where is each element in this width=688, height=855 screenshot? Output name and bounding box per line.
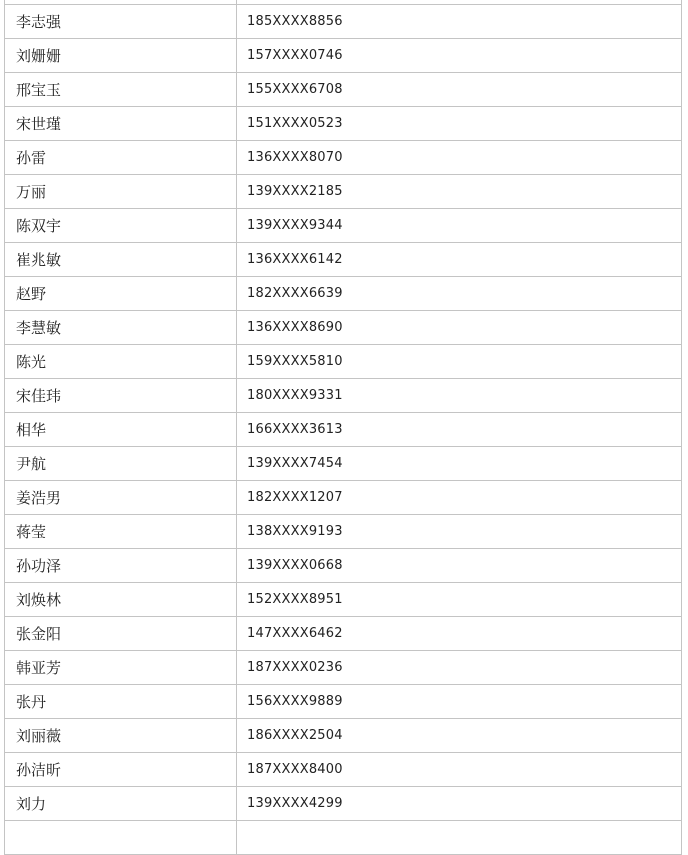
phone-cell: 182XXXX1207	[237, 481, 682, 515]
table-row	[5, 141, 682, 175]
name-cell: 宋世瑾	[5, 107, 237, 141]
name-cell: 李志强	[5, 5, 237, 39]
name-cell: 陈双宇	[5, 209, 237, 243]
table-row	[5, 515, 682, 549]
table-row	[5, 39, 682, 73]
phone-cell: 139XXXX4299	[237, 787, 682, 821]
name-cell: 尹航	[5, 447, 237, 481]
table-row	[5, 175, 682, 209]
name-cell: 李慧敏	[5, 311, 237, 345]
name-cell: 蒋莹	[5, 515, 237, 549]
phone-cell: 139XXXX2185	[237, 175, 682, 209]
phone-cell: 185XXXX8856	[237, 5, 682, 39]
name-cell: 邢宝玉	[5, 73, 237, 107]
phone-cell: 157XXXX0746	[237, 39, 682, 73]
table-row	[5, 379, 682, 413]
table-row	[5, 583, 682, 617]
name-cell: 孙雷	[5, 141, 237, 175]
table-row	[5, 209, 682, 243]
phone-cell: 159XXXX5810	[237, 345, 682, 379]
name-cell: 孙功泽	[5, 549, 237, 583]
name-cell: 相华	[5, 413, 237, 447]
contact-table-body	[5, 0, 682, 855]
phone-cell: 182XXXX6639	[237, 277, 682, 311]
phone-cell: 139XXXX9344	[237, 209, 682, 243]
contact-table	[4, 0, 682, 855]
table-row	[5, 311, 682, 345]
name-cell: 宋佳玮	[5, 379, 237, 413]
table-row	[5, 617, 682, 651]
phone-cell: 136XXXX8690	[237, 311, 682, 345]
table-row	[5, 651, 682, 685]
phone-cell: 180XXXX9331	[237, 379, 682, 413]
table-row	[5, 277, 682, 311]
phone-cell: 156XXXX9889	[237, 685, 682, 719]
table-row	[5, 5, 682, 39]
phone-cell: 139XXXX7454	[237, 447, 682, 481]
name-cell: 万丽	[5, 175, 237, 209]
name-cell: 刘焕林	[5, 583, 237, 617]
table-row	[5, 243, 682, 277]
name-cell: 赵野	[5, 277, 237, 311]
table-row	[5, 753, 682, 787]
name-cell: 张金阳	[5, 617, 237, 651]
phone-cell: 139XXXX0668	[237, 549, 682, 583]
name-cell: 刘姗姗	[5, 39, 237, 73]
table-row	[5, 413, 682, 447]
table-row	[5, 73, 682, 107]
name-cell: 陈光	[5, 345, 237, 379]
table-row	[5, 719, 682, 753]
table-row	[5, 685, 682, 719]
table-row	[5, 549, 682, 583]
name-cell: 孙洁昕	[5, 753, 237, 787]
phone-cell: 138XXXX9193	[237, 515, 682, 549]
phone-cell: 155XXXX6708	[237, 73, 682, 107]
table-row	[5, 787, 682, 821]
table-row	[5, 481, 682, 515]
name-cell: 刘力	[5, 787, 237, 821]
phone-cell: 136XXXX6142	[237, 243, 682, 277]
table-row	[5, 447, 682, 481]
name-cell: 姜浩男	[5, 481, 237, 515]
phone-cell: 151XXXX0523	[237, 107, 682, 141]
phone-cell: 147XXXX6462	[237, 617, 682, 651]
name-cell: 崔兆敏	[5, 243, 237, 277]
name-cell: 张丹	[5, 685, 237, 719]
table-row	[5, 107, 682, 141]
phone-cell: 186XXXX2504	[237, 719, 682, 753]
phone-cell: 166XXXX3613	[237, 413, 682, 447]
phone-cell: 187XXXX0236	[237, 651, 682, 685]
name-cell: 韩亚芳	[5, 651, 237, 685]
name-cell: 刘丽薇	[5, 719, 237, 753]
phone-cell: 136XXXX8070	[237, 141, 682, 175]
table-row	[5, 345, 682, 379]
phone-cell: 187XXXX8400	[237, 753, 682, 787]
phone-cell: 152XXXX8951	[237, 583, 682, 617]
